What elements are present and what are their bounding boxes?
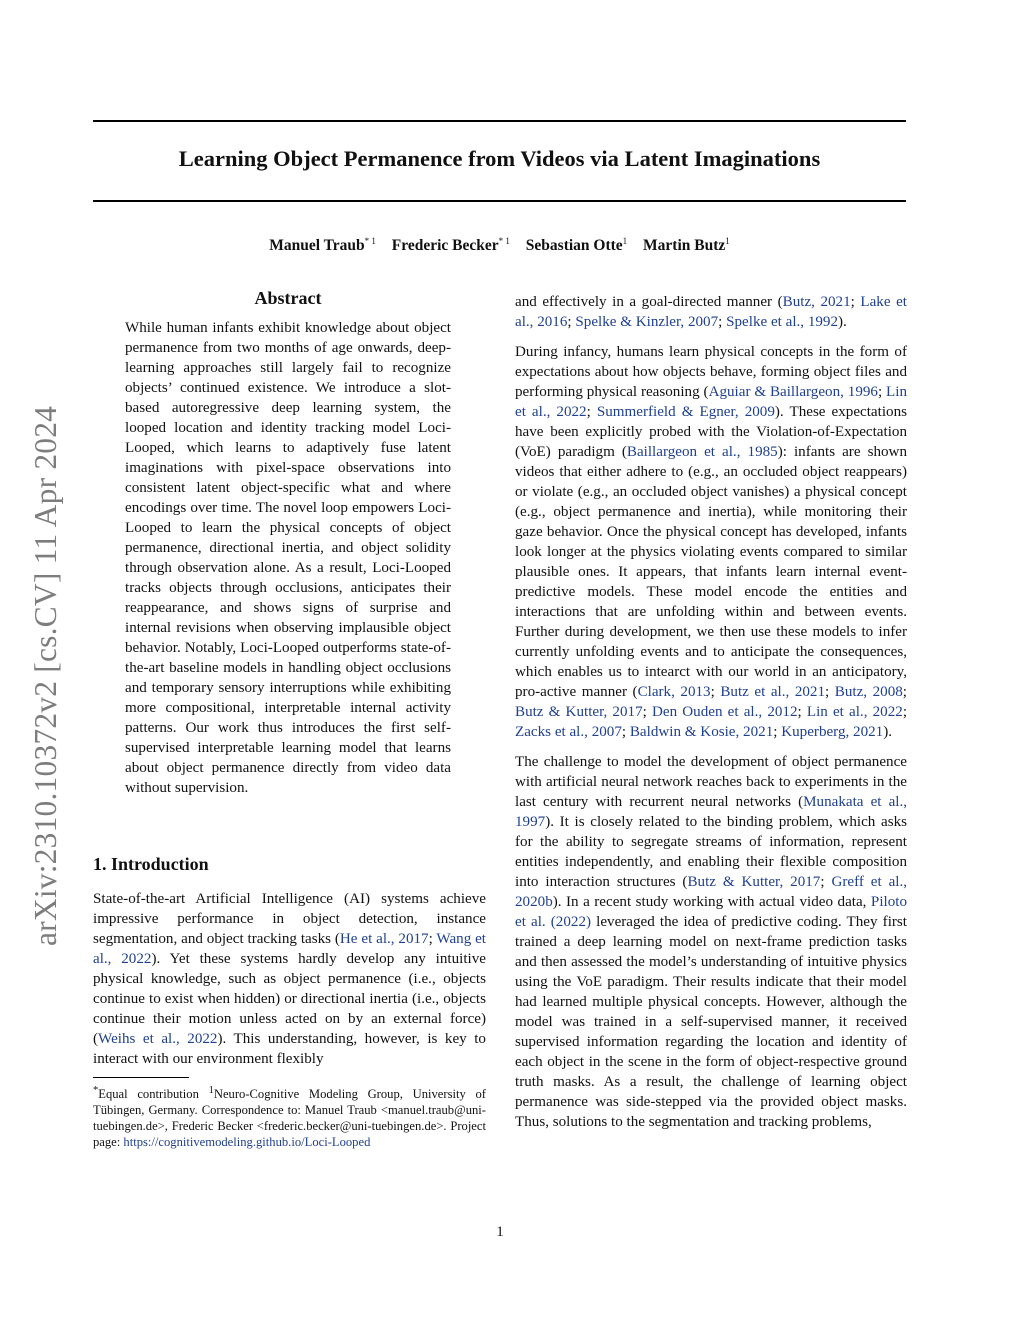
citation-link[interactable]: Weihs et al., 2022 [98, 1031, 218, 1047]
citation-link[interactable]: Greff et al., 2020b [515, 874, 908, 910]
paper-title: Learning Object Permanence from Videos via Latent Imaginations [178, 146, 821, 171]
author: Martin Butz$^1$ [643, 236, 730, 255]
citation-link[interactable]: Summerfield & Egner, 2009 [596, 404, 775, 420]
introduction-left-column [93, 889, 486, 1079]
paragraph: State-of-the-art Artificial Intelligence (AI) systems achieve impressive performance in object detection, instance segmentation, and object tracking tasks (He et al., 2017; Wang et al., 2022). Yet these systems hardly develop any intuitive physical knowledge, such as object permanence (i.e., objects continue to exist when hidden) or directional inertia (i.e., objects continue their motion unless acted on by an external force) (Weihs et al., 2022). This understanding, however, is key to interact with our environment flexibly [93, 891, 486, 1067]
citation-link[interactable]: Butz & Kutter, 2017 [687, 874, 821, 890]
citation-link[interactable]: Lake et al., 2016 [515, 294, 907, 330]
title-bottom-rule [93, 200, 906, 202]
author: Manuel Traub$^{* 1}$ [269, 236, 376, 255]
citation-link[interactable]: Munakata et al., 1997 [515, 794, 908, 830]
title-top-rule [93, 120, 906, 122]
paragraph: The challenge to model the development of object permanence with artificial neural network reaches back to experiments in the last century with recurrent neural networks (Munakata et al., 1997). It is closely related to the binding problem, which asks for the ability to segregate streams of information, represent entities independently, and enabling their flexible composition into interaction structures (Butz & Kutter, 2017; Greff et al., 2020b). In a recent study working with actual video data, Piloto et al. (2022) leveraged the idea of predictive coding. They first trained a deep learning model on next-frame prediction tasks and then assessed the model’s understanding of intuitive physics using the VoE paradigm. Their results indicate that their model had learned multiple physical concepts. However, although the model was trained in a self-supervised manner, it received supervised information regarding the location and identity of each object in the scene in the form of object-respective ground truth masks. As a result, the challenge of learning object permanence was side-stepped via the provided object masks. Thus, solutions to the segmentation and tracking problems, [515, 754, 908, 1130]
citation-link[interactable]: Kuperberg, 2021 [781, 724, 884, 740]
page-number: 1 [496, 1224, 504, 1240]
citation-link[interactable]: Spelke & Kinzler, 2007 [575, 314, 719, 330]
footnote: *Equal contribution $^1$Neuro-Cognitive Modeling Group, University of Tübingen, Germany. Correspondence to: Manuel Traub <manuel.traub@uni-tuebingen.de>, Frederic Becker <frederic.becker@uni-tuebingen.de>. Project page: https://cognitivemodeling.github.io/Loci-Looped [93, 1085, 486, 1150]
author: Sebastian Otte$^1$ [525, 236, 628, 255]
paragraph: and effectively in a goal-directed manner (Butz, 2021; Lake et al., 2016; Spelke & Kinzler, 2007; Spelke et al., 1992). [515, 294, 907, 330]
citation-link[interactable]: Butz & Kutter, 2017 [515, 704, 643, 720]
citation-link[interactable]: He et al., 2017 [339, 931, 429, 947]
citation-link[interactable]: Baldwin & Kosie, 2021 [629, 724, 774, 740]
citation-link[interactable]: Spelke et al., 1992 [726, 314, 839, 330]
paragraph: During infancy, humans learn physical concepts in the form of expectations about how objects behave, forming object files and performing physical reasoning (Aguiar & Baillargeon, 1996; Lin et al., 2022; Summerfield & Egner, 2009). These expectations have been explicitly probed with the Violation-of-Expectation (VoE) paradigm (Baillargeon et al., 1985): infants are shown videos that either adhere to (e.g., an occluded object reappears) or violate (e.g., an occluded object vanishes) a physical concept (e.g., object permanence and inertia), while monitoring their gaze behavior. Once the physical concept has developed, infants look longer at the physics violating events compared to similar plausible ones. It appears, that infants learn internal event-predictive models. These model encode the entities and interactions that are unfolding within and between events. Further during development, we then use these models to infer currently unfolding events and to anticipate the consequences, which enables us to intearct with our world in an anticipatory, pro-active manner (Clark, 2013; Butz et al., 2021; Butz, 2008; Butz & Kutter, 2017; Den Ouden et al., 2012; Lin et al., 2022; Zacks et al., 2007; Baldwin & Kosie, 2021; Kuperberg, 2021). [515, 344, 908, 740]
citation-link[interactable]: Wang et al., 2022 [93, 931, 486, 967]
citation-link[interactable]: Butz et al., 2021 [720, 684, 826, 700]
citation-link[interactable]: Clark, 2013 [637, 684, 711, 700]
abstract-body [125, 318, 451, 808]
citation-link[interactable]: Piloto et al. (2022) [515, 894, 907, 930]
arxiv-identifier: arXiv:2310.10372v2 [cs.CV] 11 Apr 2024 [28, 405, 63, 946]
citation-link[interactable]: Lin et al., 2022 [806, 704, 903, 720]
citation-link[interactable]: Den Ouden et al., 2012 [651, 704, 798, 720]
right-column [515, 292, 907, 1142]
citation-link[interactable]: Butz, 2021 [782, 294, 851, 310]
footnote-rule [93, 1077, 189, 1078]
abstract-text: While human infants exhibit knowledge about object permanence from two months of age onwards, deep-learning approaches still largely fail to recognize objects’ continued existence. We introduce a slot-based autoregressive deep learning system, the looped location and identity tracking model Loci-Looped, which learns to adaptively fuse latent imaginations with pixel-space observations into consistent latent object-specific what and where encodings over time. The novel loop empowers Loci-Looped to learn the physical concepts of object permanence, directional inertia, and object solidity through observation alone. As a result, Loci-Looped tracks objects through occlusions, anticipates their reappearance, and shows signs of surprise and internal revisions when observing implausible object behavior. Notably, Loci-Looped outperforms state-of-the-art baseline models in handling object occlusions and temporary sensory interruptions while exhibiting more compositional, interpretable internal activity patterns. Our work thus introduces the first self-supervised interpretable learning model that learns about object permanence directly from video data without supervision. [125, 320, 451, 796]
citation-link[interactable]: Lin et al., 2022 [515, 384, 908, 420]
project-page-link[interactable]: https://cognitivemodeling.github.io/Loci-Looped [123, 1135, 371, 1150]
citation-link[interactable]: Baillargeon et al., 1985 [626, 444, 778, 460]
citation-link[interactable]: Aguiar & Baillargeon, 1996 [708, 384, 878, 400]
citation-link[interactable]: Zacks et al., 2007 [515, 724, 622, 740]
author-list [93, 236, 906, 255]
author: Frederic Becker$^{* 1}$ [391, 236, 510, 255]
section-heading-introduction: 1. Introduction [93, 854, 209, 874]
citation-link[interactable]: Butz, 2008 [834, 684, 903, 700]
abstract-heading: Abstract [254, 288, 322, 308]
